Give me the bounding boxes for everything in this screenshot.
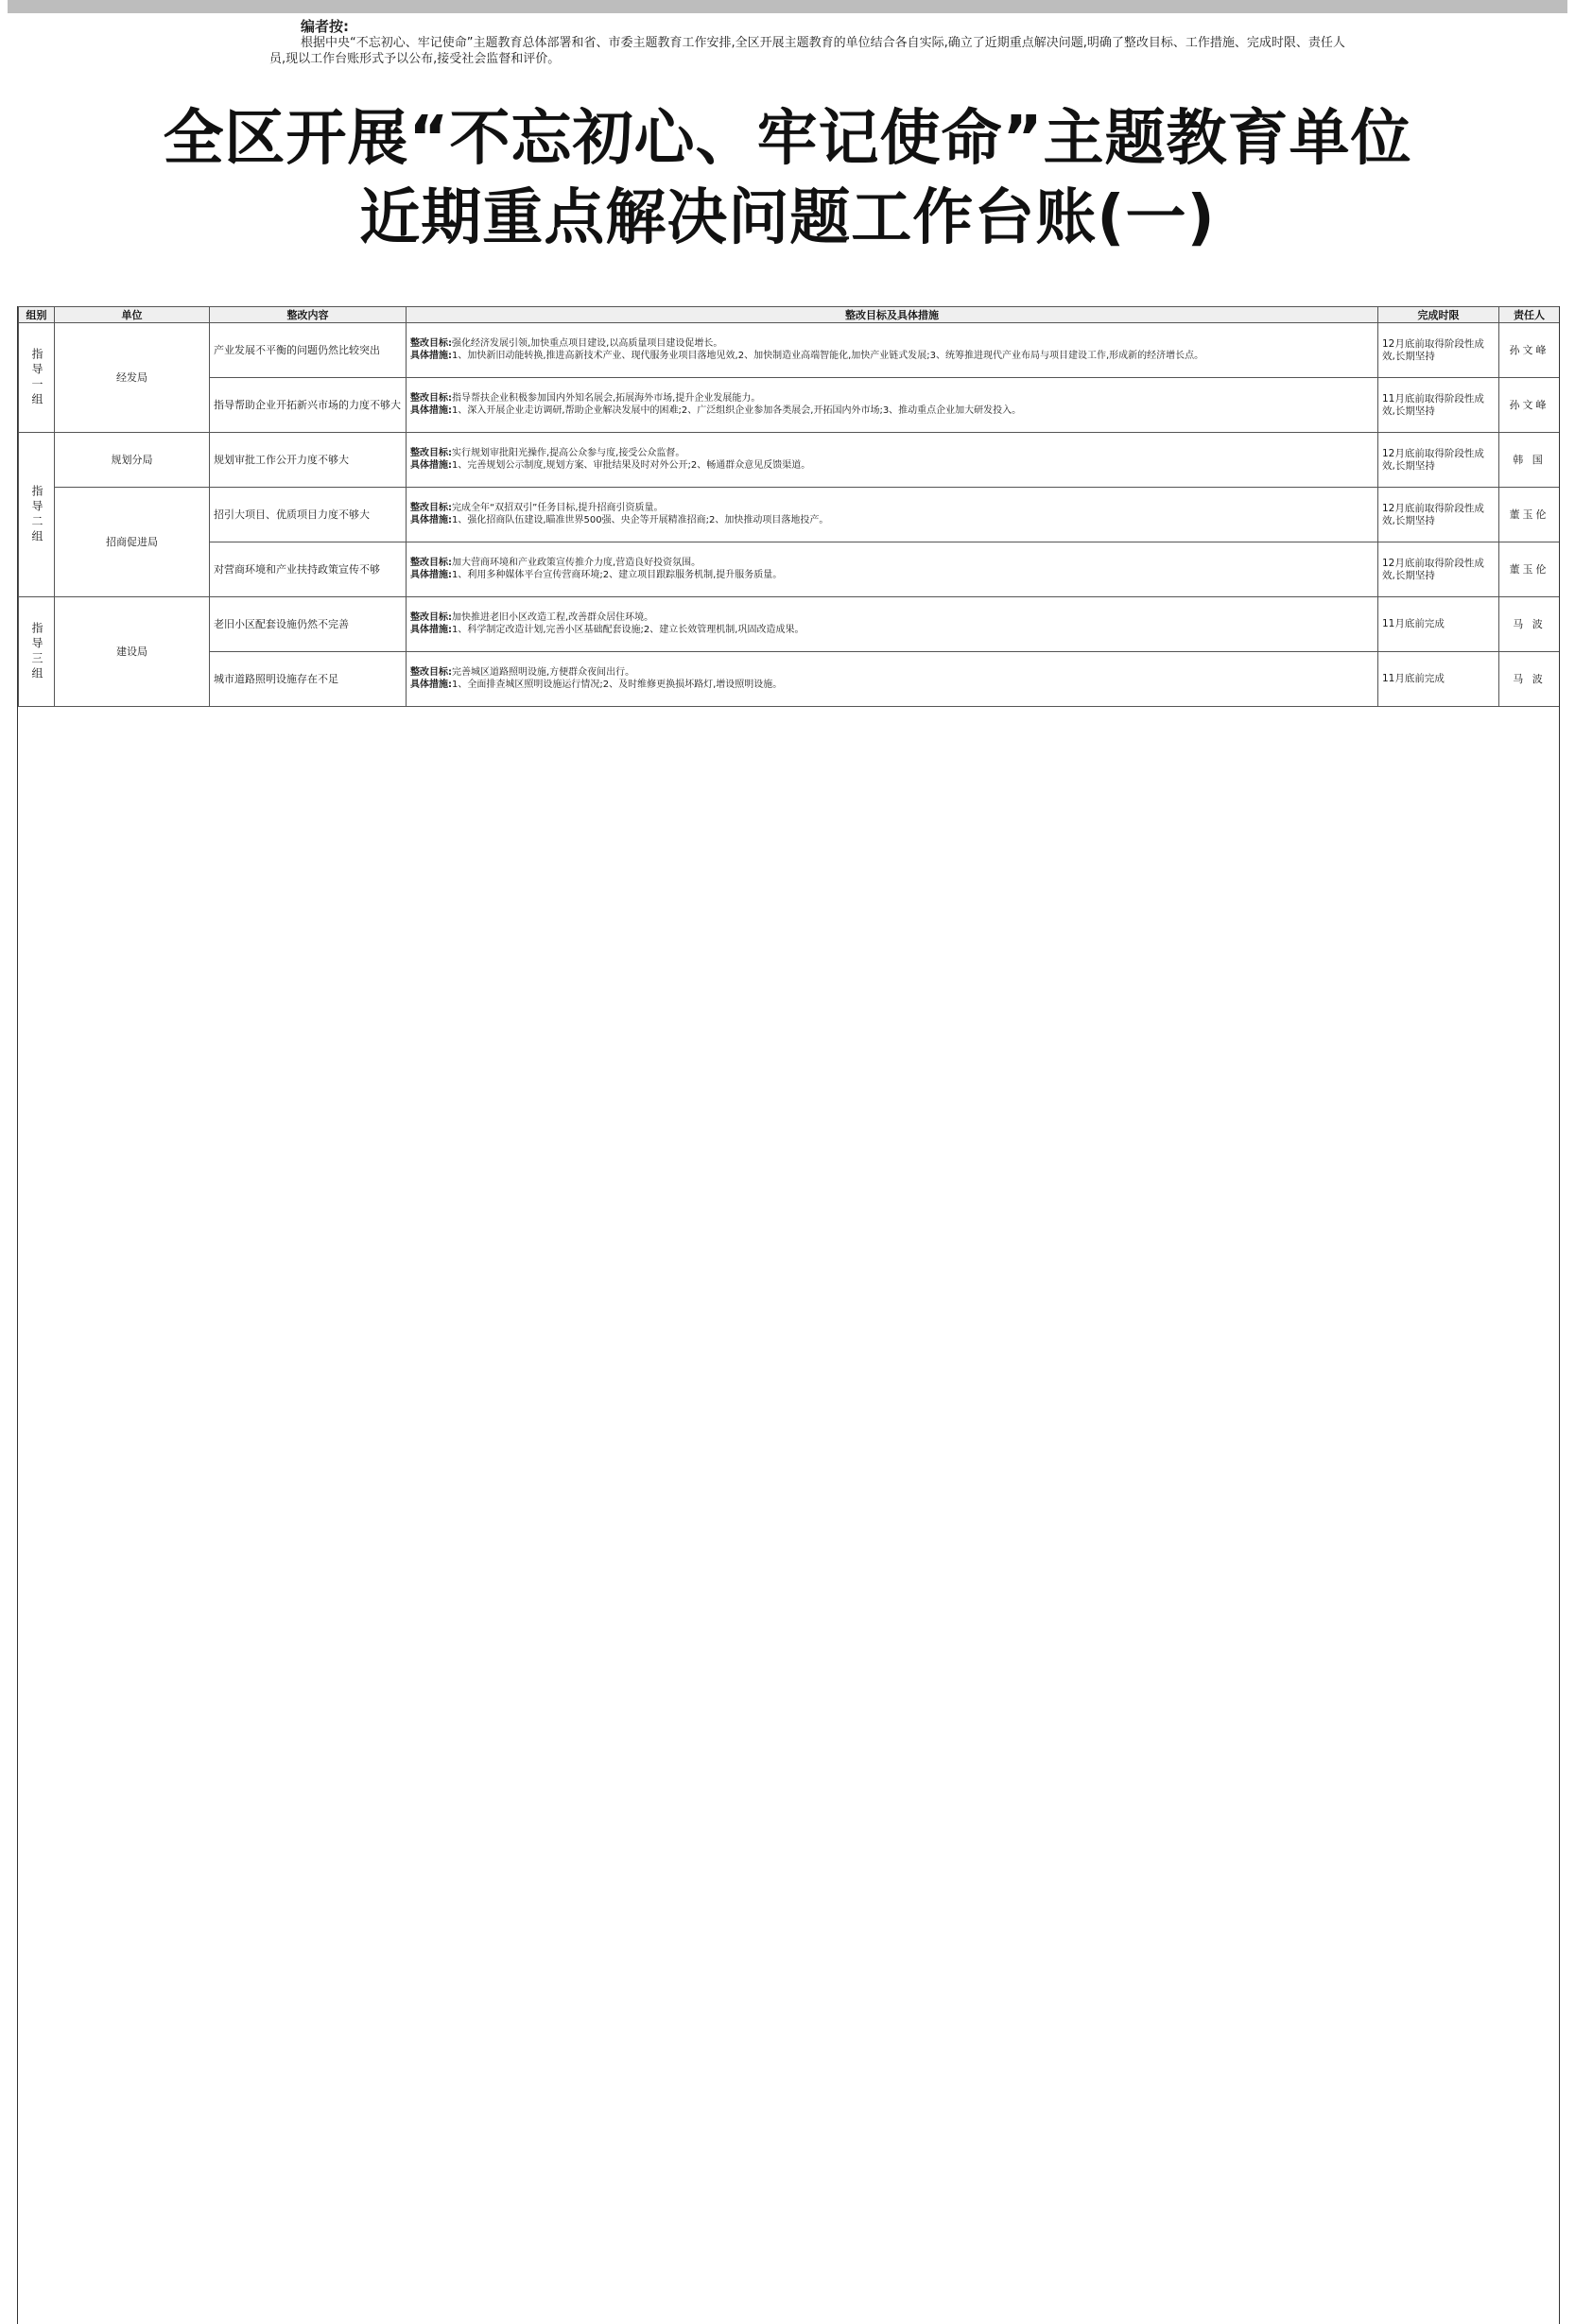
detail-cell	[407, 378, 1378, 433]
title-line-1: 全区开展“不忘初心、牢记使命”主题教育单位	[163, 104, 1412, 174]
unit-cell: 经发局	[55, 323, 210, 433]
goal-text: 完善城区道路照明设施,方便群众夜间出行。	[452, 667, 635, 678]
goal-label: 整改目标:	[410, 503, 452, 513]
detail-cell	[407, 433, 1378, 488]
goal-text: 指导帮扶企业积极参加国内外知名展会,拓展海外市场,提升企业发展能力。	[452, 393, 761, 404]
header-group: 组别	[19, 307, 55, 323]
unit-cell: 规划分局	[55, 433, 210, 488]
goal-text: 加大营商环境和产业政策宣传推介力度,营造良好投资氛围。	[452, 558, 701, 568]
deadline-cell: 12月底前取得阶段性成效,长期坚持	[1378, 542, 1499, 597]
item-cell: 规划审批工作公开力度不够大	[210, 433, 407, 488]
item-cell: 产业发展不平衡的问题仍然比较突出	[210, 323, 407, 378]
title-line-2: 近期重点解决问题工作台账(一)	[359, 183, 1216, 253]
measure-label: 具体措施:	[410, 569, 452, 580]
deadline-cell: 12月底前取得阶段性成效,长期坚持	[1378, 488, 1499, 542]
deadline-cell: 11月底前取得阶段性成效,长期坚持	[1378, 378, 1499, 433]
measure-label: 具体措施:	[410, 624, 452, 635]
goal-label: 整改目标:	[410, 667, 452, 678]
deadline-cell: 12月底前取得阶段性成效,长期坚持	[1378, 323, 1499, 378]
editor-note-text: 根据中央“不忘初心、牢记使命”主题教育总体部署和省、市委主题教育工作安排,全区开展主题教育的单位结合各自实际,确立了近期重点解决问题,明确了整改目标、工作措施、完成时限、责任人员,现以工作台账形式予以公布,接受社会监督和评价。	[269, 36, 1345, 66]
item-cell: 老旧小区配套设施仍然不完善	[210, 597, 407, 652]
table-row	[19, 488, 1560, 542]
deadline-cell: 12月底前取得阶段性成效,长期坚持	[1378, 433, 1499, 488]
goal-text: 加快推进老旧小区改造工程,改善群众居住环境。	[452, 612, 654, 623]
item-cell: 指导帮助企业开拓新兴市场的力度不够大	[210, 378, 407, 433]
measure-label: 具体措施:	[410, 459, 452, 471]
group-cell: 指导二组	[19, 433, 55, 597]
goal-label: 整改目标:	[410, 393, 452, 404]
goal-label: 整改目标:	[410, 558, 452, 568]
goal-text: 强化经济发展引领,加快重点项目建设,以高质量项目建设促增长。	[452, 338, 723, 349]
goal-label: 整改目标:	[410, 338, 452, 349]
person-cell: 孙文峰	[1499, 323, 1560, 378]
table-body	[19, 323, 1560, 707]
detail-cell	[407, 323, 1378, 378]
header-detail: 整改目标及具体措施	[407, 307, 1378, 323]
deadline-cell: 11月底前完成	[1378, 652, 1499, 707]
detail-cell	[407, 652, 1378, 707]
table-row	[19, 378, 1560, 433]
deadline-cell: 11月底前完成	[1378, 597, 1499, 652]
header-unit: 单位	[55, 307, 210, 323]
measure-label: 具体措施:	[410, 405, 452, 416]
group-cell: 指导三组	[19, 597, 55, 707]
item-cell: 招引大项目、优质项目力度不够大	[210, 488, 407, 542]
measure-text: 1、深入开展企业走访调研,帮助企业解决发展中的困难;2、广泛组织企业参加各类展会,开拓国内外市场;3、推动重点企业加大研发投入。	[452, 405, 1022, 416]
person-cell: 韩 国	[1499, 433, 1560, 488]
measure-label: 具体措施:	[410, 514, 452, 525]
person-cell: 马 波	[1499, 597, 1560, 652]
table-row	[19, 652, 1560, 707]
item-cell: 城市道路照明设施存在不足	[210, 652, 407, 707]
table-row	[19, 323, 1560, 378]
detail-cell	[407, 597, 1378, 652]
ledger-table-container	[17, 306, 1560, 2324]
person-cell: 马 波	[1499, 652, 1560, 707]
goal-label: 整改目标:	[410, 612, 452, 623]
table-row	[19, 542, 1560, 597]
unit-cell: 招商促进局	[55, 488, 210, 597]
item-cell: 对营商环境和产业扶持政策宣传不够	[210, 542, 407, 597]
person-cell: 董玉伦	[1499, 542, 1560, 597]
goal-text: 完成全年“双招双引”任务目标,提升招商引资质量。	[452, 503, 664, 513]
header-person: 责任人	[1499, 307, 1560, 323]
header-deadline: 完成时限	[1378, 307, 1499, 323]
group-cell: 指导一组	[19, 323, 55, 433]
measure-text: 1、加快新旧动能转换,推进高新技术产业、现代服务业项目落地见效,2、加快制造业高端智能化,加快产业链式发展;3、统筹推进现代产业布局与项目建设工作,形成新的经济增长点。	[452, 350, 1204, 361]
measure-text: 1、全面排查城区照明设施运行情况;2、及时维修更换损坏路灯,增设照明设施。	[452, 679, 783, 690]
detail-cell	[407, 542, 1378, 597]
unit-cell: 建设局	[55, 597, 210, 707]
measure-label: 具体措施:	[410, 350, 452, 361]
person-cell: 董玉伦	[1499, 488, 1560, 542]
person-cell: 孙文峰	[1499, 378, 1560, 433]
measure-text: 1、强化招商队伍建设,瞄准世界500强、央企等开展精准招商;2、加快推动项目落地投产。	[452, 514, 829, 525]
editor-note-label: 编者按:	[301, 18, 349, 35]
editor-note	[269, 19, 1347, 67]
table-header-row	[19, 307, 1560, 323]
top-scroll-bar	[8, 0, 1567, 13]
detail-cell	[407, 488, 1378, 542]
goal-label: 整改目标:	[410, 448, 452, 458]
goal-text: 实行规划审批阳光操作,提高公众参与度,接受公众监督。	[452, 448, 685, 458]
measure-text: 1、科学制定改造计划,完善小区基础配套设施;2、建立长效管理机制,巩固改造成果。	[452, 624, 805, 635]
measure-text: 1、完善规划公示制度,规划方案、审批结果及时对外公开;2、畅通群众意见反馈渠道。	[452, 459, 811, 471]
header-item: 整改内容	[210, 307, 407, 323]
ledger-table	[18, 306, 1560, 707]
table-row	[19, 433, 1560, 488]
measure-text: 1、利用多种媒体平台宣传营商环境;2、建立项目跟踪服务机制,提升服务质量。	[452, 569, 783, 580]
measure-label: 具体措施:	[410, 679, 452, 690]
table-row	[19, 597, 1560, 652]
page-title	[0, 99, 1575, 258]
